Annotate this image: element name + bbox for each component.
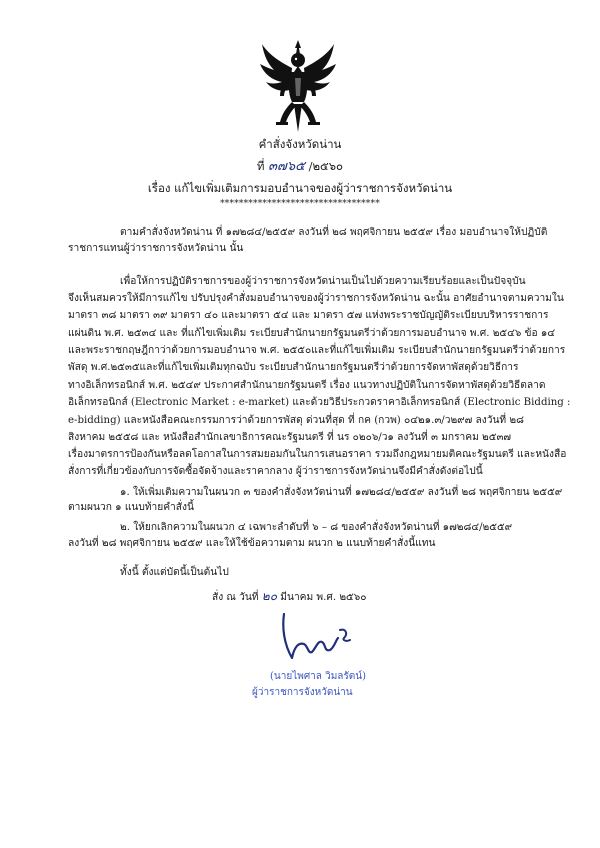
item-2-line: ๒. ให้ยกเลิกความในผนวก ๔ เฉพาะลำดับที่ ๖ – ๘ ของคำสั่งจังหวัดน่านที่ ๑๗๒๘๔/๒๕๕๙: [120, 522, 513, 533]
paragraph-1-line: ตามคำสั่งจังหวัดน่าน ที่ ๑๗๒๘๔/๒๕๕๙ ลงวันที่ ๒๘ พฤศจิกายน ๒๕๕๙ เรื่อง มอบอำนาจให้ปฏิบัติ: [120, 227, 548, 238]
ordered-prefix: สั่ง ณ วันที่: [212, 592, 259, 603]
paragraph-1-line: ราชการแทนผู้ว่าราชการจังหวัดน่าน นั้น: [68, 243, 244, 254]
separator-line: **********************************: [220, 199, 380, 209]
subject-line: [0, 180, 600, 198]
ordered-date: [212, 590, 366, 604]
signer-name: (นายไพศาล วิมลรัตน์): [270, 671, 367, 682]
paragraph-2-line: แผ่นดิน พ.ศ. ๒๕๓๔ และ ที่แก้ไขเพิ่มเติม ระเบียบสำนักนายกรัฐมนตรีว่าด้วยการมอบอำนาจ พ.ศ. ๒๕๔๖ ข้อ ๑๔: [68, 328, 556, 339]
subject-label: เรื่อง: [147, 181, 171, 195]
ordered-suffix: มีนาคม พ.ศ. ๒๕๖๐: [280, 592, 367, 603]
signature-icon: [272, 608, 362, 666]
paragraph-2-line: พัสดุ พ.ศ.๒๕๓๕และที่แก้ไขเพิ่มเติมทุกฉบับ ระเบียบสำนักนายกรัฐมนตรีว่าด้วยการจัดหาพัสดุด้วยวิธีการ: [68, 362, 519, 373]
document-title: คำสั่งจังหวัดน่าน: [258, 137, 342, 151]
subject-text: แก้ไขเพิ่มเติมการมอบอำนาจของผู้ว่าราชการจังหวัดน่าน: [174, 181, 453, 195]
paragraph-2-line: สิงหาคม ๒๕๕๘ และ หนังสือสำนักเลขาธิการคณะรัฐมนตรี ที่ นร ๐๒๐๖/ว๑ ลงวันที่ ๓ มกราคม ๒๕๓๗: [68, 432, 512, 443]
order-number-handwritten: ๓๗๖๕: [268, 159, 305, 174]
garuda-emblem-icon: [258, 38, 338, 134]
paragraph-2-line: เพื่อให้การปฏิบัติราชการของผู้ว่าราชการจังหวัดน่านเป็นไปด้วยความเรียบร้อยและเป็นปัจจุบัน: [120, 276, 526, 287]
paragraph-2-line: และพระราชกฤษฎีกาว่าด้วยการมอบอำนาจ พ.ศ. ๒๕๕๐และที่แก้ไขเพิ่มเติม ระเบียบสำนักนายกรัฐมนตรีว่าด้วยการ: [68, 345, 566, 356]
item-1-line: ตามผนวก ๑ แนบท้ายคำสั่งนี้: [68, 502, 194, 513]
order-number-suffix: /๒๕๖๐: [308, 159, 344, 173]
signer-position: ผู้ว่าราชการจังหวัดน่าน: [252, 687, 353, 698]
paragraph-2-line: ทางอิเล็กทรอนิกส์ พ.ศ. ๒๕๔๙ ประกาศสำนักนายกรัฐมนตรี เรื่อง แนวทางปฏิบัติในการจัดหาพัสดุด้วยวิธีตลาด: [68, 380, 546, 391]
item-1-line: ๑. ให้เพิ่มเติมความในผนวก ๓ ของคำสั่งจังหวัดน่านที่ ๑๗๒๘๔/๒๕๕๙ ลงวันที่ ๒๘ พฤศจิกายน ๒๕๕๙: [120, 487, 563, 498]
paragraph-2-line: เรื่องมาตรการป้องกันหรือลดโอกาสในการสมยอมกันในการเสนอราคา รวมถึงกฎหมายมติคณะรัฐมนตรี และหนังสือ: [68, 449, 567, 460]
paragraph-2-line: สั่งการที่เกี่ยวข้องกับการจัดซื้อจัดจ้างและราคากลาง ผู้ว่าราชการจังหวัดน่านจึงมีคำสั่งดังต่อไปนี้: [68, 466, 483, 477]
paragraph-2-line: มาตรา ๓๘ มาตรา ๓๙ มาตรา ๔๐ และมาตรา ๕๔ และ มาตรา ๕๗ แห่งพระราชบัญญัติระเบียบบริหารราชการ: [68, 310, 549, 321]
paragraph-2-line: e-bidding) และหนังสือคณะกรรมการว่าด้วยการพัสดุ ด่วนที่สุด ที่ กค (กวพ) ๐๔๒๑.๓/ว๒๙๗ ลงวันที่ ๒๘: [68, 415, 524, 426]
item-2-line: ลงวันที่ ๒๘ พฤศจิกายน ๒๕๕๙ และให้ใช้ข้อความตาม ผนวก ๒ แนบท้ายคำสั่งนี้แทน: [68, 538, 436, 549]
paragraph-2-line: จึงเห็นสมควรให้มีการแก้ไข ปรับปรุงคำสั่งมอบอำนาจของผู้ว่าราชการจังหวัดน่าน ฉะนั้น อาศัยอำนาจตามความใน: [68, 293, 564, 304]
paragraph-2-line: อิเล็กทรอนิกส์ (Electronic Market : e-market) และด้วยวิธีประกวดราคาอิเล็กทรอนิกส์ (Electronic Bidding :: [68, 397, 571, 408]
order-number-prefix: ที่: [256, 159, 265, 173]
effective-clause: ทั้งนี้ ตั้งแต่บัดนี้เป็นต้นไป: [120, 567, 229, 578]
ordered-day-handwritten: ๒๐: [261, 589, 278, 603]
order-number: [0, 155, 600, 176]
